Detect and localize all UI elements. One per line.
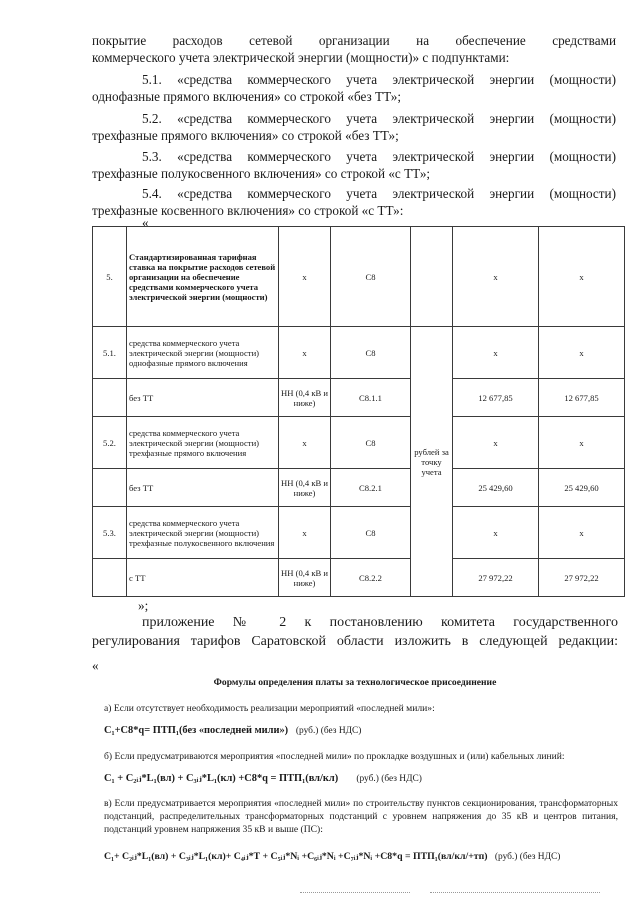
tariff-table <box>92 226 625 597</box>
row-number: 5.1. <box>93 327 127 379</box>
table-row <box>93 559 625 597</box>
value-2: х <box>539 227 625 327</box>
row-description: средства коммерческого учета электрической энергии (мощности) трехфазные прямого включения <box>127 417 279 469</box>
formula-expression: С₁+С8*q= ПТП₁(без «последней мили») <box>104 725 289 736</box>
value-2: 12 677,85 <box>539 379 625 417</box>
rate-code: С8.2.1 <box>331 469 411 507</box>
formula-unit: (руб.) (без НДС) <box>356 774 422 784</box>
rate-code: С8 <box>331 327 411 379</box>
rate-code: С8 <box>331 507 411 559</box>
subitem-5-2-line-2: трехфазные прямого включения» со строкой «без ТТ»; <box>92 128 399 143</box>
subitem-5-2-line-1: 5.2. «средства коммерческого учета электрической энергии (мощности) <box>142 111 616 126</box>
subitem-5-4-line-2: трехфазные косвенного включения» со строкой «с ТТ»: <box>92 203 404 218</box>
unit-label: рублей за точку учета <box>411 327 453 597</box>
table-row <box>93 417 625 469</box>
table-row <box>93 469 625 507</box>
value-1: х <box>453 227 539 327</box>
row-description: без ТТ <box>127 379 279 417</box>
formula-unit: (руб.) (без НДС) <box>295 726 362 736</box>
voltage-level: НН (0,4 кВ и ниже) <box>279 379 331 417</box>
formula-unit: (руб.) (без НДС) <box>494 852 561 862</box>
case-b-formula <box>104 772 422 786</box>
rate-code: С8.2.2 <box>331 559 411 597</box>
value-2: 25 429,60 <box>539 469 625 507</box>
row-description: Стандартизированная тарифная ставка на покрытие расходов сетевой организации на обеспечение средствами коммерческого учета электрической энергии (мощности) <box>127 227 279 327</box>
intro-line-2: коммерческого учета электрической энергии (мощности)» с подпунктами: <box>92 50 510 65</box>
row-number: 5.3. <box>93 507 127 559</box>
rate-code: С8 <box>331 227 411 327</box>
subitem-5-3-line-2: трехфазные полукосвенного включения» со строкой «с ТТ»; <box>92 166 431 181</box>
row-number: 5.2. <box>93 417 127 469</box>
case-c-text: в) Если предусматривается мероприятия «последней мили» по строительству пунктов секционирования, трансформаторных подстанций, распределительных трансформаторных подстанций с уровнем напряжения до 35 кВ и центров питания, подстанций уровнем напряжения 35 кВ и выше (ПС): <box>104 798 618 835</box>
row-description: средства коммерческого учета электрической энергии (мощности) однофазные прямого включения <box>127 327 279 379</box>
appendix-line-2: регулирования тарифов Саратовской области изложить в следующей редакции: <box>92 634 618 649</box>
intro-line-1: покрытие расходов сетевой организации на обеспечение средствами <box>92 33 616 48</box>
formulas-title: Формулы определения платы за технологическое присоединение <box>213 677 497 688</box>
bottom-dotted-line <box>300 892 410 893</box>
row-number <box>93 469 127 507</box>
voltage-level: х <box>279 227 331 327</box>
table-row <box>93 507 625 559</box>
value-2: х <box>539 417 625 469</box>
value-1: 12 677,85 <box>453 379 539 417</box>
value-2: 27 972,22 <box>539 559 625 597</box>
rate-code: С8 <box>331 417 411 469</box>
table-row <box>93 227 625 327</box>
row-number <box>93 379 127 417</box>
value-2: х <box>539 327 625 379</box>
case-b-text: б) Если предусматриваются мероприятия «последней мили» по прокладке воздушных и (или) кабельных линий: <box>104 751 565 762</box>
row-number <box>93 559 127 597</box>
subitem-5-1-line-1: 5.1. «средства коммерческого учета электрической энергии (мощности) <box>142 72 616 87</box>
value-1: х <box>453 327 539 379</box>
case-a-text: а) Если отсутствует необходимость реализации мероприятий «последней мили»: <box>104 703 435 714</box>
unit-cell <box>411 227 453 327</box>
table-row <box>93 327 625 379</box>
subitem-5-1-line-2: однофазные прямого включения» со строкой «без ТТ»; <box>92 89 402 104</box>
voltage-level: х <box>279 327 331 379</box>
appendix-line-1: приложение № 2 к постановлению комитета государственного <box>142 615 618 630</box>
case-a-formula <box>104 724 361 738</box>
row-description: с ТТ <box>127 559 279 597</box>
row-number: 5. <box>93 227 127 327</box>
value-1: х <box>453 417 539 469</box>
subitem-5-3-line-1: 5.3. «средства коммерческого учета электрической энергии (мощности) <box>142 149 616 164</box>
quote-open: « <box>142 215 149 230</box>
voltage-level: НН (0,4 кВ и ниже) <box>279 559 331 597</box>
row-description: без ТТ <box>127 469 279 507</box>
voltage-level: НН (0,4 кВ и ниже) <box>279 469 331 507</box>
value-2: х <box>539 507 625 559</box>
formula-expression: С₁ + С₂ᵢⱼ*L₁(вл) + С₃ᵢⱼ*L₁(кл) +С8*q = ПТП₁(вл/кл) <box>104 773 339 784</box>
value-1: 25 429,60 <box>453 469 539 507</box>
table-row <box>93 379 625 417</box>
value-1: 27 972,22 <box>453 559 539 597</box>
rate-code: С8.1.1 <box>331 379 411 417</box>
row-description: средства коммерческого учета электрической энергии (мощности) трехфазные полукосвенного включения <box>127 507 279 559</box>
voltage-level: х <box>279 507 331 559</box>
formula-expression: С₁+ С₂ᵢⱼ*L₁(вл) + С₃ᵢⱼ*L₁(кл)+ С₄ᵢⱼ*Т + С₅ᵢⱼ*Nᵢ +С₆ᵢⱼ*Nᵢ +С₇ᵢⱼ*Nᵢ +С8*q = ПТП₁(вл/кл/+тп) <box>104 851 488 862</box>
voltage-level: х <box>279 417 331 469</box>
subitem-5-4-line-1: 5.4. «средства коммерческого учета электрической энергии (мощности) <box>142 186 616 201</box>
case-c-formula <box>104 850 560 864</box>
quote-open-2: « <box>92 658 99 673</box>
bottom-dotted-line <box>430 892 600 893</box>
value-1: х <box>453 507 539 559</box>
quote-close: »; <box>138 598 149 613</box>
